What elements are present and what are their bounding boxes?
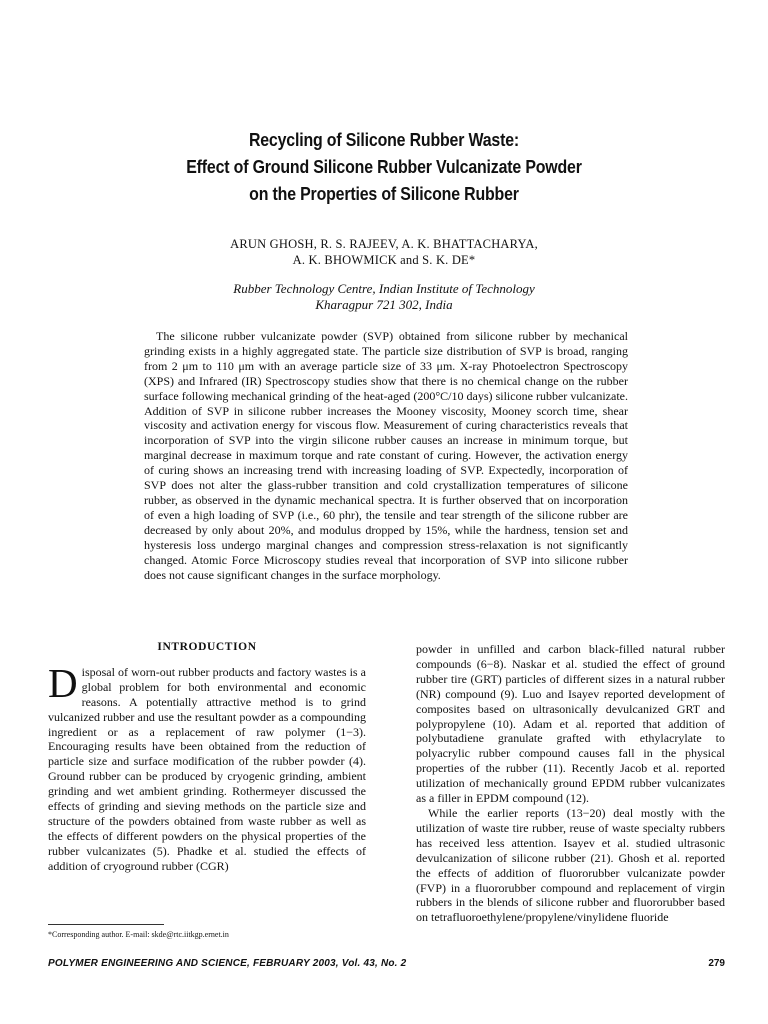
affiliation-line-1: Rubber Technology Centre, Indian Institute of Technology [233, 281, 535, 296]
authors-line-1: ARUN GHOSH, R. S. RAJEEV, A. K. BHATTACHARYA, [230, 237, 538, 251]
page-number: 279 [708, 958, 725, 969]
paper-title [0, 126, 768, 207]
corresponding-author-footnote: *Corresponding author. E-mail: skde@rtc.iitkgp.ernet.in [48, 930, 229, 939]
affiliation [0, 281, 768, 313]
intro-paragraph-3: While the earlier reports (13−20) deal mostly with the utilization of waste tire rubber, reuse of waste specialty rubbers has received less attention. Isayev et al. studied ultrasonic devulcanization of silicone rubber (21). Ghosh et al. reported the effects of addition of fluororubber vulcanizate powder (FVP) in a fluororubber compound and replacement of virgin rubbers in the blends of silicone rubber and fluororubber based on tetrafluoroethylene/propylene/vinylidene fluoride [416, 805, 725, 925]
right-column [416, 642, 725, 925]
intro-paragraph-2: powder in unfilled and carbon black-filled natural rubber compounds (6−8). Naskar et al. studied the effect of ground rubber tire (GRT) particles of different sizes in a natural rubber (NR) compound (9). Luo and Isayev reported development of composites based on ultrasonically devulcanized GRT and polypropylene (10). Adam et al. reported that addition of polybutadiene granulate grafted with ethylacrylate to polyacrylic rubber compound causes fall in the physical properties of the rubber (11). Recently Jacob et al. reported utilization of mechanically ground EPDM rubber vulcanizates as a filler in EPDM compound (12). [416, 642, 725, 806]
intro-paragraph-1-text: isposal of worn-out rubber products and factory wastes is a global problem for both environmental and economic reasons. A potentially attractive method is to grind vulcanized rubber and use the resultant powder as a compounding ingredient or as a replacement of raw polymer (1−3). Encouraging results have been obtained from the reduction of particle size and surface modification of the rubber powder (4). Ground rubber can be produced by cryogenic grinding, ambient grinding and wet ambient grinding. Rothermeyer discussed the effects of grinding and sieving methods on the particle size and structure of the powders obtained from waste rubber as well as the effects of different powders on the physical properties of the rubber vulcanizates (5). Phadke et al. studied the effects of addition of cryoground rubber (CGR) [48, 664, 366, 873]
title-line-3: on the Properties of Silicone Rubber [249, 183, 519, 204]
abstract-text: The silicone rubber vulcanizate powder (SVP) obtained from silicone rubber by mechanical grinding exists in a highly aggregated state. The particle size distribution of SVP is broad, ranging from 2 μm to 110 μm with an average particle size of 33 μm. X-ray Photoelectron Spectroscopy (XPS) and Infrared (IR) Spectroscopy studies show that there is no chemical change on the rubber surface following mechanical grinding of the heat-aged (200°C/10 days) silicone rubber vulcanizate. Addition of SVP in silicone rubber increases the Mooney viscosity, Mooney scorch time, shear viscosity and activation energy for viscous flow. Measurement of curing characteristics reveals that incorporation of SVP into the virgin silicone rubber causes an increase in minimum torque, but marginal decrease in maximum torque and rate constant of curing. However, the activation energy of curing shows an increasing trend with increasing loading of SVP. Expectedly, incorporation of SVP does not alter the glass-rubber transition and cold crystallization temperatures of silicone rubber, as observed in the dynamic mechanical spectra. It is further observed that on incorporation of even a high loading of SVP (i.e., 60 phr), the tensile and tear strength of the silicone rubber are decreased by only about 20%, and modulus dropped by 15%, while the hardness, tension set and hysteresis loss undergo marginal changes and compression stress-relaxation is not significantly changed. Atomic Force Microscopy studies reveal that incorporation of SVP into silicone rubber does not cause significant changes in the surface morphology. [144, 329, 628, 582]
drop-cap: D [48, 659, 78, 706]
footnote-divider [48, 924, 164, 925]
author-list [0, 236, 768, 268]
journal-footer: POLYMER ENGINEERING AND SCIENCE, FEBRUARY 2003, Vol. 43, No. 2 [48, 958, 407, 969]
section-heading-introduction: INTRODUCTION [157, 641, 257, 653]
title-line-1: Recycling of Silicone Rubber Waste: [248, 129, 520, 150]
affiliation-line-2: Kharagpur 721 302, India [315, 297, 453, 312]
intro-paragraph-1 [48, 659, 366, 874]
authors-line-2: A. K. BHOWMICK and S. K. DE* [292, 253, 476, 267]
abstract [144, 329, 628, 582]
left-column [48, 640, 366, 874]
title-line-2: Effect of Ground Silicone Rubber Vulcanizate Powder [186, 156, 582, 177]
